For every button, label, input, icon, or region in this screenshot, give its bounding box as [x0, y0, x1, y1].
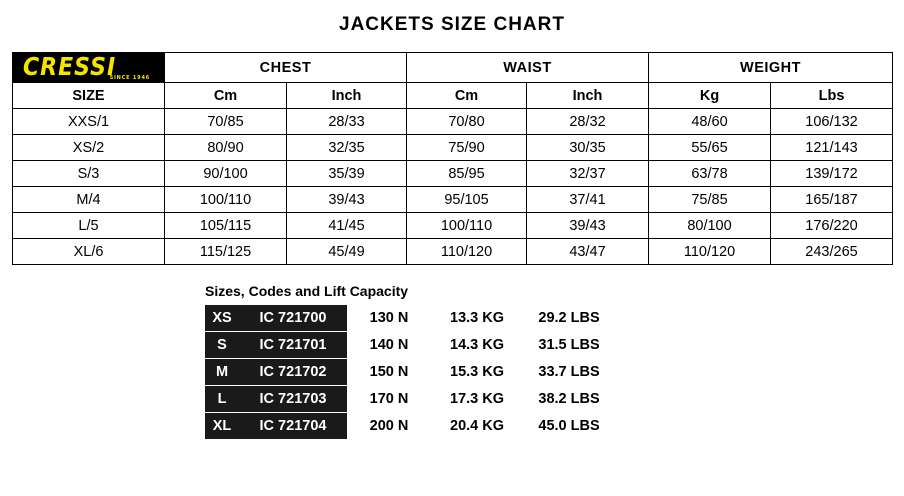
page-title: JACKETS SIZE CHART	[339, 14, 565, 35]
code-newtons: 150 N	[369, 364, 409, 380]
cell-waist-cm: 100/110	[407, 213, 527, 239]
lift-capacity-table	[205, 305, 615, 440]
code-lbs: 38.2 LBS	[538, 391, 600, 407]
cell-size: XXS/1	[13, 109, 165, 135]
lift-capacity-title: Sizes, Codes and Lift Capacity	[205, 283, 409, 299]
table-row	[13, 135, 893, 161]
code-lbs: 33.7 LBS	[538, 364, 600, 380]
code-lbs: 29.2 LBS	[538, 310, 600, 327]
cell-size: M/4	[13, 187, 165, 213]
table-row	[13, 213, 893, 239]
cell-chest-inch: 35/39	[287, 161, 407, 187]
code-size: S	[205, 332, 239, 359]
cell-chest-cm: 80/90	[165, 135, 287, 161]
table-row	[13, 239, 893, 265]
list-item	[205, 386, 615, 413]
code-size: L	[205, 386, 239, 413]
table-row	[13, 161, 893, 187]
cell-chest-inch: 39/43	[287, 187, 407, 213]
code-newtons: 170 N	[369, 391, 409, 407]
cell-waist-cm: 85/95	[407, 161, 527, 187]
cell-weight-lbs: 121/143	[771, 135, 893, 161]
size-chart-table	[12, 52, 893, 265]
code-newtons: 130 N	[369, 310, 409, 327]
cell-waist-cm: 75/90	[407, 135, 527, 161]
cell-waist-inch: 28/32	[527, 109, 649, 135]
group-header-waist: WAIST	[407, 53, 649, 83]
code-kg: 20.4 KG	[450, 418, 504, 434]
code-kg: 13.3 KG	[450, 310, 504, 327]
cell-weight-lbs: 106/132	[771, 109, 893, 135]
cell-waist-cm: 110/120	[407, 239, 527, 265]
code-id: IC 721703	[239, 386, 347, 413]
col-header-weight-kg: Kg	[649, 83, 771, 109]
cell-weight-kg: 63/78	[649, 161, 771, 187]
list-item	[205, 332, 615, 359]
cell-size: S/3	[13, 161, 165, 187]
cell-waist-inch: 39/43	[527, 213, 649, 239]
list-item	[205, 413, 615, 440]
code-kg: 17.3 KG	[450, 391, 504, 407]
list-item	[205, 305, 615, 332]
cell-chest-cm: 105/115	[165, 213, 287, 239]
cell-size: L/5	[13, 213, 165, 239]
table-row	[13, 109, 893, 135]
cell-size: XS/2	[13, 135, 165, 161]
col-header-chest-cm: Cm	[165, 83, 287, 109]
cell-chest-cm: 70/85	[165, 109, 287, 135]
code-size: XS	[205, 305, 239, 332]
table-group-header-row	[13, 53, 893, 83]
lift-capacity-section	[0, 283, 904, 440]
code-kg: 15.3 KG	[450, 364, 504, 380]
cell-chest-inch: 41/45	[287, 213, 407, 239]
code-newtons: 140 N	[369, 337, 409, 353]
cell-waist-inch: 43/47	[527, 239, 649, 265]
size-chart-container	[12, 52, 892, 265]
cell-chest-inch: 28/33	[287, 109, 407, 135]
cell-waist-cm: 70/80	[407, 109, 527, 135]
brand-tagline: SINCE 1946	[109, 75, 150, 81]
code-id: IC 721701	[239, 332, 347, 359]
table-row	[13, 187, 893, 213]
col-header-chest-inch: Inch	[287, 83, 407, 109]
cell-chest-inch: 45/49	[287, 239, 407, 265]
cell-weight-kg: 80/100	[649, 213, 771, 239]
cressi-logo	[13, 53, 164, 82]
cell-weight-lbs: 165/187	[771, 187, 893, 213]
code-lbs: 31.5 LBS	[538, 337, 600, 353]
cell-weight-lbs: 243/265	[771, 239, 893, 265]
cell-weight-lbs: 139/172	[771, 161, 893, 187]
list-item	[205, 359, 615, 386]
cell-waist-inch: 32/37	[527, 161, 649, 187]
col-header-size: SIZE	[13, 83, 165, 109]
cell-waist-inch: 30/35	[527, 135, 649, 161]
cell-waist-inch: 37/41	[527, 187, 649, 213]
brand-wordmark: CRESSI	[23, 52, 117, 82]
col-header-weight-lbs: Lbs	[771, 83, 893, 109]
cell-chest-cm: 90/100	[165, 161, 287, 187]
cell-waist-cm: 95/105	[407, 187, 527, 213]
cell-size: XL/6	[13, 239, 165, 265]
code-newtons: 200 N	[369, 418, 409, 434]
cell-weight-lbs: 176/220	[771, 213, 893, 239]
group-header-chest: CHEST	[165, 53, 407, 83]
table-subheader-row	[13, 83, 893, 109]
cell-weight-kg: 110/120	[649, 239, 771, 265]
code-id: IC 721702	[239, 359, 347, 386]
cell-chest-cm: 115/125	[165, 239, 287, 265]
group-header-weight: WEIGHT	[649, 53, 893, 83]
brand-logo-cell	[13, 53, 165, 83]
cell-weight-kg: 75/85	[649, 187, 771, 213]
col-header-waist-cm: Cm	[407, 83, 527, 109]
cell-chest-cm: 100/110	[165, 187, 287, 213]
cell-chest-inch: 32/35	[287, 135, 407, 161]
code-kg: 14.3 KG	[450, 337, 504, 353]
code-size: XL	[205, 413, 239, 440]
cell-weight-kg: 48/60	[649, 109, 771, 135]
cell-weight-kg: 55/65	[649, 135, 771, 161]
code-id: IC 721700	[239, 305, 347, 332]
code-lbs: 45.0 LBS	[538, 418, 600, 434]
code-size: M	[205, 359, 239, 386]
col-header-waist-inch: Inch	[527, 83, 649, 109]
code-id: IC 721704	[239, 413, 347, 440]
